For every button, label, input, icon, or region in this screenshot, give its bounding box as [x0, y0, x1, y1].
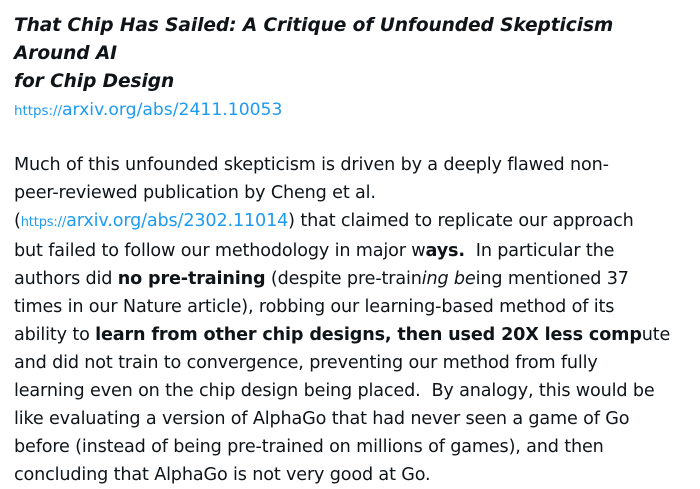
body-line: learning even on the chip design being placed. By analogy, this would be [14, 381, 655, 401]
body-line [14, 207, 686, 237]
body-line: times in our Nature article), robbing our learning-based method of its [14, 297, 615, 317]
italic-text: ing be [421, 269, 476, 289]
post-title [14, 12, 686, 96]
body-line [14, 265, 686, 293]
body-line: peer-reviewed publication by Cheng et al. [14, 183, 376, 203]
body-text: (despite pre-train [265, 269, 422, 289]
paper-link-prefix: https:// [14, 104, 62, 119]
body-line [14, 237, 686, 265]
open-paren: ( [14, 211, 21, 231]
post-title-line-1: That Chip Has Sailed: A Critique of Unfounded Skepticism Around AI [14, 15, 614, 64]
body-text: ute [641, 325, 671, 345]
body-line [14, 321, 686, 349]
body-line: and did not train to convergence, preventing our method from fully [14, 353, 598, 373]
paper-link-line [14, 96, 686, 126]
body-line: concluding that AlphaGo is not very good at Go. [14, 465, 431, 485]
body-text: ) that claimed to replicate our approach [288, 211, 634, 231]
cheng-link-text: arxiv.org/abs/2302.11014 [66, 211, 289, 231]
body-text: ability to [14, 325, 96, 345]
post-body [14, 151, 686, 489]
bold-text: learn from other chip designs, then used 20X less comp [95, 325, 642, 345]
body-text: In particular the [464, 241, 615, 261]
body-text: ing mentioned 37 [475, 269, 629, 289]
body-text: but failed to follow our methodology in major w [14, 241, 426, 261]
bold-text: ays. [425, 241, 465, 261]
paragraph-spacer [14, 126, 686, 151]
body-line: before (instead of being pre-trained on millions of games), and then [14, 437, 604, 457]
cheng-link-prefix: https:// [20, 215, 67, 230]
body-text: authors did [14, 269, 118, 289]
paper-link[interactable] [14, 100, 282, 120]
body-line: Much of this unfounded skepticism is driven by a deeply flawed non- [14, 155, 609, 175]
cheng-paper-link[interactable] [21, 211, 288, 231]
paper-link-text: arxiv.org/abs/2411.10053 [62, 100, 283, 120]
bold-text: no pre-training [117, 269, 266, 289]
body-line: like evaluating a version of AlphaGo that had never seen a game of Go [14, 409, 630, 429]
post-title-line-2: for Chip Design [14, 71, 175, 92]
